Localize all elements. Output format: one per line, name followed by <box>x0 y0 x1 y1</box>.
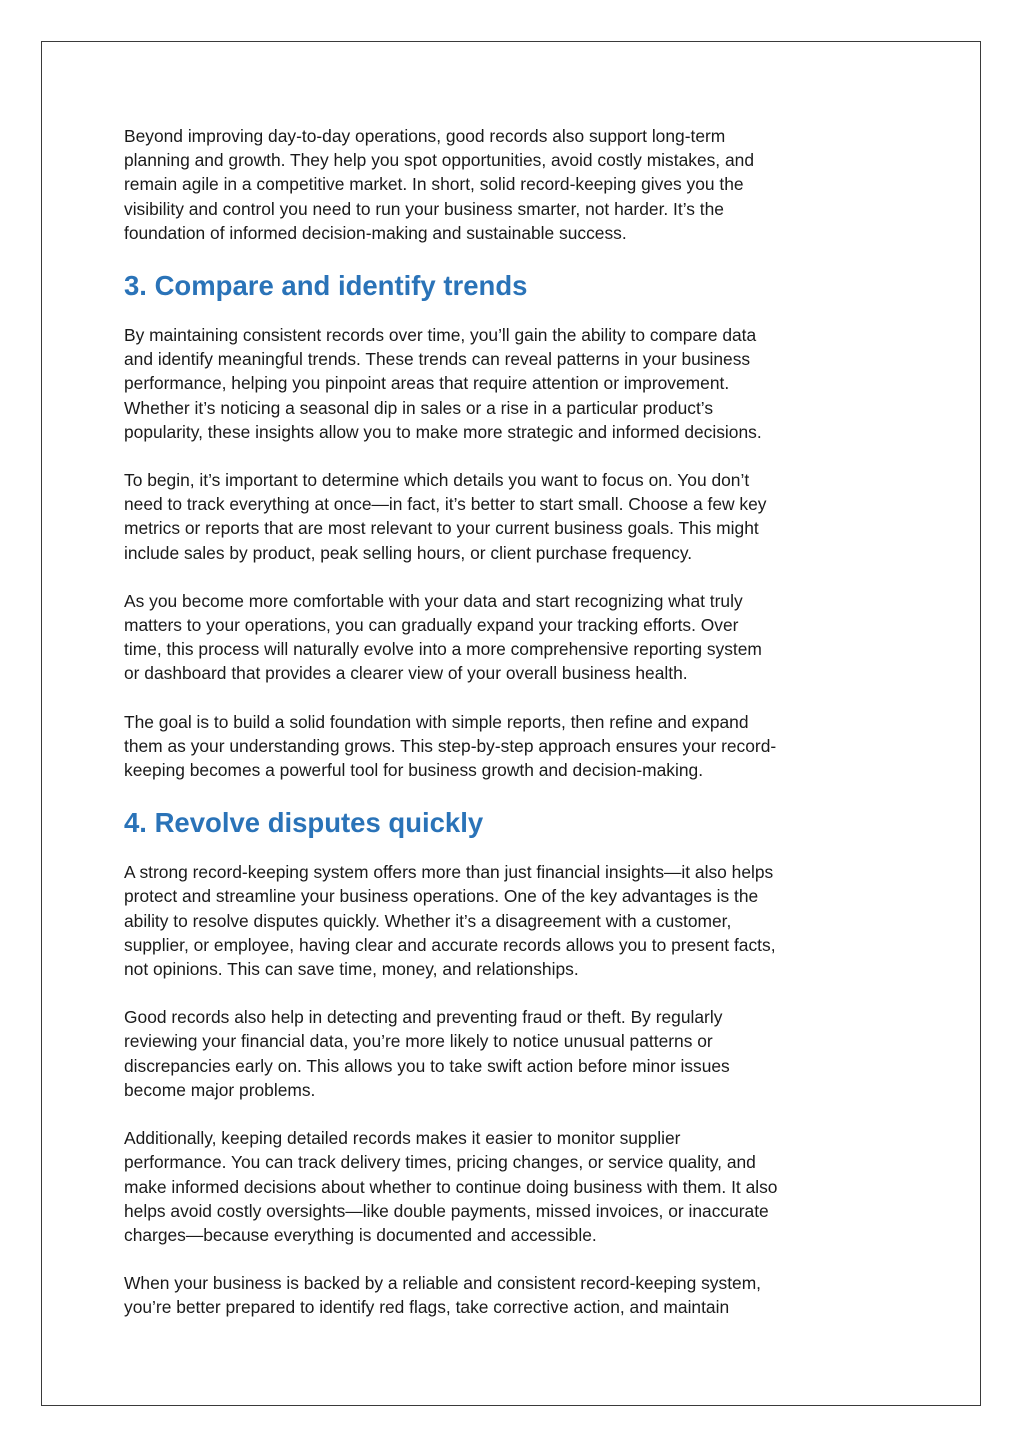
paragraph: Good records also help in detecting and preventing fraud or theft. By regularly reviewing your financial data, you’re more likely to notice unusual patterns or discrepancies early on. This allows you to take swift action before minor issues become major problems. <box>124 1007 730 1100</box>
section-heading-resolve-disputes: 4. Revolve disputes quickly <box>124 807 484 839</box>
intro-paragraph: Beyond improving day-to-day operations, good records also support long-term planning and growth. They help you spot opportunities, avoid costly mistakes, and remain agile in a competitive market. In short, solid record-keeping gives you the visibility and control you need to run your business smarter, not harder. It’s the foundation of informed decision-making and sustainable success. <box>124 126 754 243</box>
paragraph: The goal is to build a solid foundation with simple reports, then refine and expand them as your understanding grows. This step-by-step approach ensures your record- keeping becomes a powerful tool for business growth and decision-making. <box>124 711 777 781</box>
paragraph: To begin, it’s important to determine which details you want to focus on. You don’t need to track everything at once—in fact, it’s better to start small. Choose a few key metrics or reports that are most relevant to your current business goals. This might include sales by product, peak selling hours, or client purchase frequency. <box>124 470 767 563</box>
paragraph: As you become more comfortable with your data and start recognizing what truly matters to your operations, you can gradually expand your tracking efforts. Over time, this process will naturally evolve into a more comprehensive reporting system or dashboard that provides a clearer view of your overall business health. <box>124 590 762 684</box>
paragraph: Additionally, keeping detailed records makes it easier to monitor supplier performance. You can track delivery times, pricing changes, or service quality, and make informed decisions about whether to continue doing business with them. It also helps avoid costly oversights—like double payments, missed invoices, or inaccurate charges—because everything is documented and accessible. <box>124 1128 778 1245</box>
paragraph: A strong record-keeping system offers more than just financial insights—it also helps protect and streamline your business operations. One of the key advantages is the ability to resolve disputes quickly. Whether it’s a disagreement with a customer, supplier, or employee, having clear and accurate records allows you to present facts, not opinions. This can save time, money, and relationships. <box>124 862 776 980</box>
document-body <box>124 124 904 1344</box>
paragraph: By maintaining consistent records over time, you’ll gain the ability to compare data and identify meaningful trends. These trends can reveal patterns in your business performance, helping you pinpoint areas that require attention or improvement. Whether it’s noticing a seasonal dip in sales or a rise in a particular product’s popularity, these insights allow you to make more strategic and informed decisions. <box>124 325 762 442</box>
section-heading-compare-trends: 3. Compare and identify trends <box>124 270 528 302</box>
paragraph: When your business is backed by a reliable and consistent record-keeping system, you’re better prepared to identify red flags, take corrective action, and maintain <box>124 1273 762 1318</box>
